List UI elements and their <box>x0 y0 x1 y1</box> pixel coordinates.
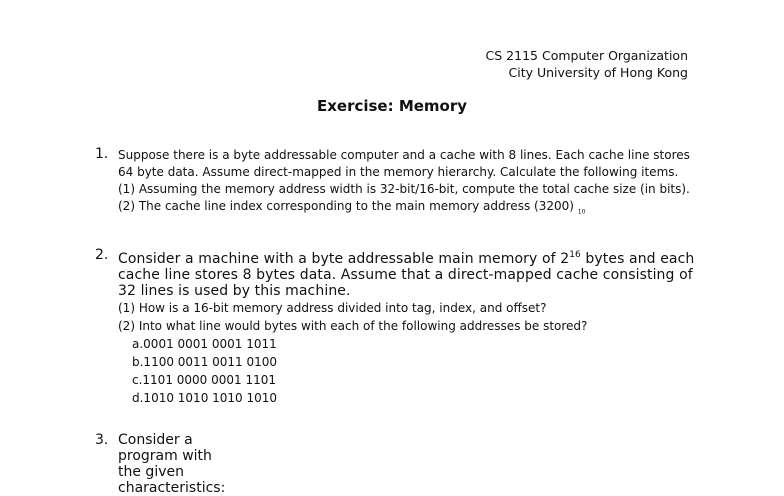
address-option: c.1101 0000 0001 1101 <box>132 373 277 387</box>
question-number: 2. <box>95 247 109 263</box>
question-text-part: Consider a machine with a byte addressable main memory of 2 <box>118 251 570 267</box>
address-option: b.1100 0011 0011 0100 <box>132 355 278 369</box>
question-body <box>118 247 698 407</box>
question-number: 3. <box>95 432 109 448</box>
question-item: (2) The cache line index corresponding to the main memory address (3200) <box>118 199 574 213</box>
address-option: a.0001 0001 0001 1011 <box>132 337 277 351</box>
question-text: Suppose there is a byte addressable computer and a cache with 8 lines. Each cache line stores 64 byte data. Assume direct-mapped in the memory hierarchy. Calculate the following items. <box>118 148 690 179</box>
university-name: City University of Hong Kong <box>508 65 688 80</box>
question-body <box>118 147 698 220</box>
question-item-with-subscript <box>118 198 698 220</box>
exponent: 16 <box>569 250 581 260</box>
course-name: CS 2115 Computer Organization <box>485 48 688 63</box>
page-title: Exercise: Memory <box>316 97 468 115</box>
address-option: d.1010 1010 1010 1010 <box>132 391 278 405</box>
question-number: 1. <box>95 146 109 162</box>
question-item: (1) How is a 16-bit memory address divided into tag, index, and offset? <box>118 301 547 315</box>
question-text: Consider a program with the given characteristics: <box>118 432 226 496</box>
question-item: (1) Assuming the memory address width is 32-bit/16-bit, compute the total cache size (in bits). <box>118 182 690 196</box>
question-text-part: bytes and each cache line stores 8 bytes data. Assume that a direct-mapped cache consisting of 32 lines is used by this machine. <box>118 251 695 299</box>
base-subscript: 10 <box>577 208 586 216</box>
question-text <box>118 247 698 299</box>
course-header <box>486 47 688 81</box>
question-item: (2) Into what line would bytes with each of the following addresses be stored? <box>118 319 588 333</box>
